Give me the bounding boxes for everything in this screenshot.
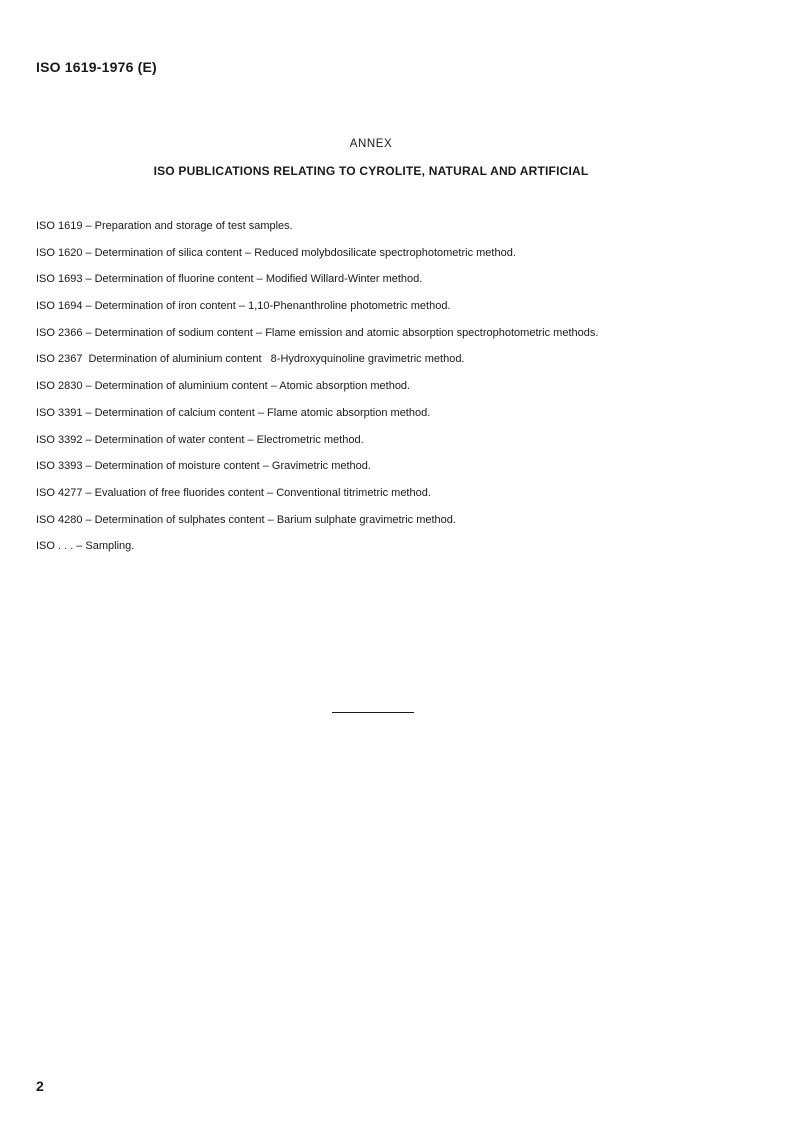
publication-code: ISO 2830 (36, 380, 83, 393)
separator-dash: – (85, 220, 92, 232)
publication-code: ISO 4277 (36, 486, 83, 499)
publication-code: ISO 1693 (36, 273, 83, 286)
end-rule-divider (332, 712, 414, 713)
publication-code: ISO 1694 (36, 300, 83, 313)
publication-code: ISO 4280 (36, 513, 83, 526)
standard-reference: ISO 1619-1976 (E) (36, 59, 157, 75)
publication-code: ISO 2367 (36, 353, 83, 366)
publication-title: Preparation and storage of test samples. (94, 220, 293, 232)
publication-title: Determination of fluorine content – Modified Willard-Winter method. (94, 273, 423, 286)
publication-code: ISO 1619 (36, 220, 83, 232)
separator-dash: – (85, 513, 92, 526)
publication-title: Determination of aluminium content 8-Hydroxyquinoline gravimetric method. (88, 353, 465, 366)
publication-title: Determination of silica content – Reduced molybdosilicate spectrophotometric method. (94, 246, 516, 259)
publication-title: Determination of iron content – 1,10-Phenanthroline photometric method. (94, 300, 451, 313)
list-item (36, 433, 598, 460)
separator-dash: – (85, 300, 92, 313)
list-item (36, 326, 598, 353)
publication-title: Determination of aluminium content – Atomic absorption method. (94, 380, 411, 393)
publication-list (36, 219, 598, 566)
publication-code: ISO 3393 (36, 460, 83, 473)
publication-title: Determination of sodium content – Flame emission and atomic absorption spectrophotometric methods. (94, 326, 599, 339)
list-item (36, 272, 598, 299)
page-number: 2 (36, 1078, 44, 1094)
publication-title: Determination of moisture content – Gravimetric method. (94, 460, 371, 473)
list-item (36, 379, 598, 406)
publication-code: ISO . . . (36, 540, 74, 553)
list-item (36, 352, 598, 379)
list-item (36, 299, 598, 326)
publication-title: Determination of sulphates content – Barium sulphate gravimetric method. (94, 513, 456, 526)
separator-dash: – (85, 326, 92, 339)
annex-title: ISO PUBLICATIONS RELATING TO CYROLITE, NATURAL AND ARTIFICIAL (153, 164, 589, 178)
publication-title: Determination of calcium content – Flame atomic absorption method. (94, 406, 431, 419)
separator-dash: – (85, 246, 92, 259)
publication-code: ISO 3391 (36, 406, 83, 419)
separator-dash: – (85, 433, 92, 446)
publication-title: Determination of water content – Electrometric method. (94, 433, 364, 446)
publication-title: Sampling. (85, 540, 135, 553)
separator-dash: – (85, 380, 92, 393)
publication-title: Evaluation of free fluorides content – Conventional titrimetric method. (94, 486, 431, 499)
separator-dash: – (85, 406, 92, 419)
list-item (36, 406, 598, 433)
separator-dash: – (85, 460, 92, 473)
list-item (36, 513, 598, 540)
separator-dash: – (85, 486, 92, 499)
list-item (36, 246, 598, 273)
list-item (36, 459, 598, 486)
list-item (36, 486, 598, 513)
publication-code: ISO 1620 (36, 246, 83, 259)
annex-label: ANNEX (349, 138, 393, 150)
publication-code: ISO 2366 (36, 326, 83, 339)
list-item (36, 539, 598, 566)
publication-code: ISO 3392 (36, 433, 83, 446)
separator-dash: – (85, 273, 92, 286)
separator-dash: – (76, 540, 83, 553)
list-item (36, 219, 598, 246)
